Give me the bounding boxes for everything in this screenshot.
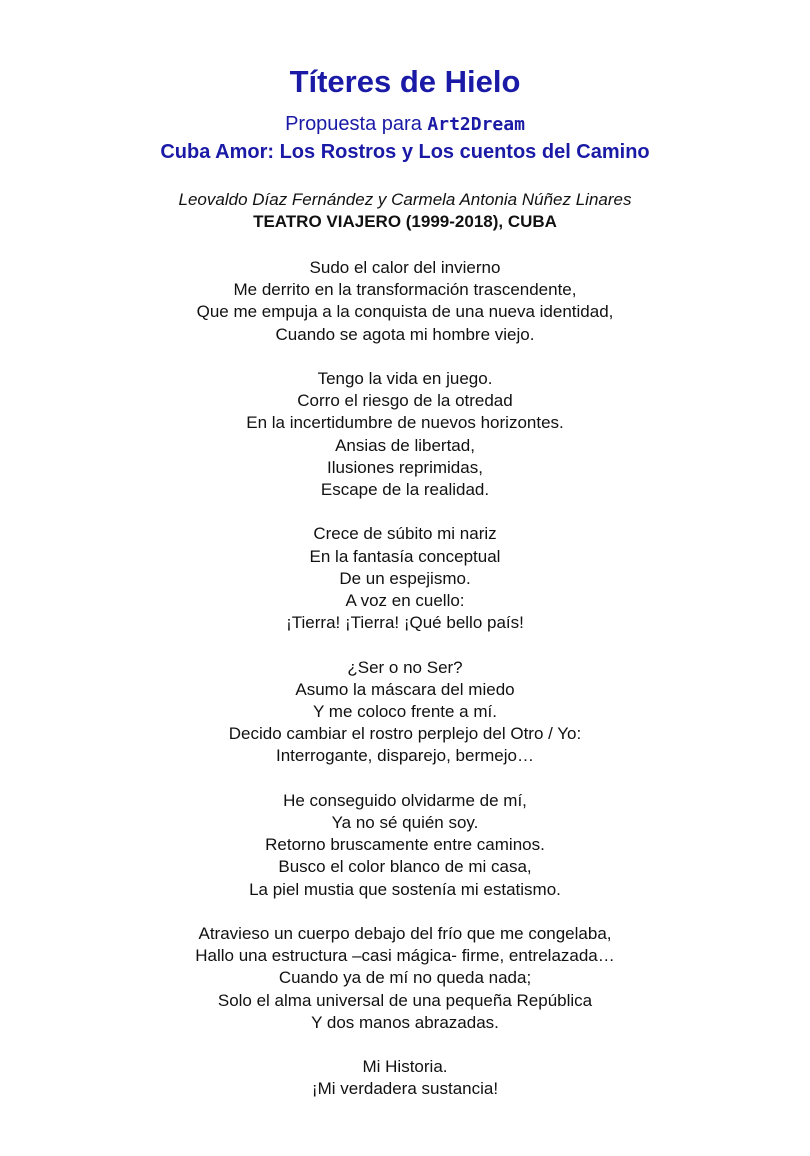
poem-line: En la fantasía conceptual — [309, 546, 501, 566]
poem-line: Atravieso un cuerpo debajo del frío que me congelaba, — [198, 924, 612, 944]
poem-line: Tengo la vida en juego. — [317, 369, 493, 388]
project-subtitle: Cuba Amor: Los Rostros y Los cuentos del Camino — [160, 141, 650, 163]
poem-stanza — [0, 368, 810, 501]
poem-line: Busco el color blanco de mi casa, — [278, 857, 532, 877]
poem-line: Interrogante, disparejo, bermejo… — [276, 746, 534, 766]
poem-line: Ya no sé quién soy. — [331, 813, 479, 833]
poem-line: Hallo una estructura –casi mágica- firme, entrelazada… — [195, 946, 615, 966]
poem-line: Asumo la máscara del miedo — [295, 679, 515, 699]
proposal-line — [0, 111, 810, 138]
poem-line: Que me empuja a la conquista de una nueva identidad, — [196, 302, 614, 322]
poem-stanza — [0, 1056, 810, 1100]
poem-body — [0, 257, 810, 1123]
poem-line: Crece de súbito mi nariz — [313, 524, 497, 544]
poem-line: La piel mustia que sostenía mi estatismo. — [249, 879, 561, 899]
poem-line: Escape de la realidad. — [320, 480, 490, 500]
poem-line: Corro el riesgo de la otredad — [297, 391, 513, 411]
poem-stanza — [0, 657, 810, 768]
poem-line: Decido cambiar el rostro perplejo del Otro / Yo: — [228, 724, 582, 744]
poem-line: Cuando se agota mi hombre viejo. — [275, 324, 535, 344]
poem-line: Cuando ya de mí no queda nada; — [278, 968, 532, 988]
poem-line: ¿Ser o no Ser? — [347, 657, 463, 677]
poem-line: Ansias de libertad, — [335, 435, 475, 455]
poem-line: Mi Historia. — [362, 1057, 448, 1077]
poem-line: Sudo el calor del invierno — [309, 258, 501, 277]
poem-stanza — [0, 923, 810, 1034]
poem-line: Y dos manos abrazadas. — [311, 1012, 499, 1032]
brand-logo-text: Art2Dream — [427, 114, 525, 135]
poem-stanza — [0, 257, 810, 346]
authors-line: Leovaldo Díaz Fernández y Carmela Antonia Núñez Linares — [178, 190, 632, 209]
poem-line: Retorno bruscamente entre caminos. — [265, 835, 545, 855]
poem-stanza — [0, 523, 810, 634]
poem-line: ¡Mi verdadera sustancia! — [311, 1079, 499, 1099]
poem-line: A voz en cuello: — [345, 591, 465, 611]
poem-line: ¡Tierra! ¡Tierra! ¡Qué bello país! — [286, 613, 524, 633]
poem-line: En la incertidumbre de nuevos horizontes. — [246, 413, 564, 433]
poem-stanza — [0, 790, 810, 901]
poem-line: De un espejismo. — [339, 568, 471, 588]
poem-line: Me derrito en la transformación trascendente, — [233, 280, 577, 300]
poem-line: Y me coloco frente a mí. — [313, 702, 497, 722]
page-title: Títeres de Hielo — [289, 64, 521, 99]
troupe-line: TEATRO VIAJERO (1999-2018), CUBA — [253, 212, 557, 231]
poem-line: Ilusiones reprimidas, — [327, 457, 483, 477]
poem-line: Solo el alma universal de una pequeña República — [217, 990, 593, 1010]
poem-line: He conseguido olvidarme de mí, — [283, 790, 527, 810]
proposal-prefix: Propuesta para — [285, 113, 422, 135]
